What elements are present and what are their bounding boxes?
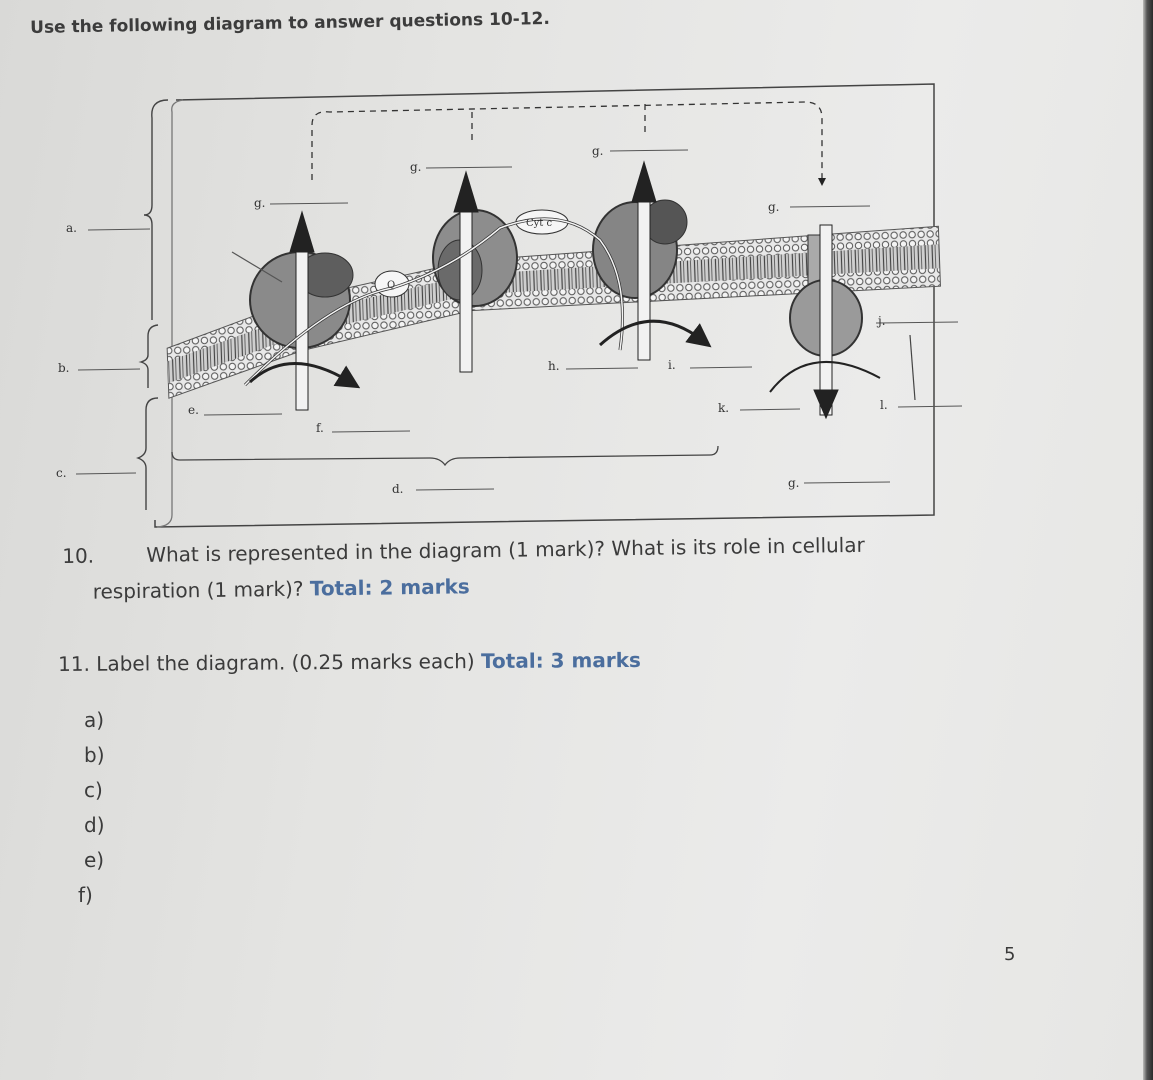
label-e: e. <box>188 403 199 417</box>
label-d: d. <box>392 482 404 496</box>
answer-item-f: f) <box>78 883 93 907</box>
brace-c <box>138 398 158 510</box>
answer-item-e: e) <box>84 848 105 872</box>
question-11 <box>58 648 641 676</box>
label-c: c. <box>56 466 67 480</box>
label-g-5: g. <box>788 476 800 490</box>
page-number: 5 <box>1004 944 1016 965</box>
question-10-number: 10. <box>62 543 95 568</box>
label-g-4: g. <box>768 200 780 214</box>
answer-item-b: b) <box>84 743 105 767</box>
label-h: h. <box>548 359 560 373</box>
question-10-total: Total: 2 marks <box>309 574 470 601</box>
left-bracket <box>157 100 183 527</box>
answer-item-a: a) <box>84 708 105 732</box>
answer-item-d: d) <box>84 813 105 837</box>
label-l: l. <box>880 398 888 412</box>
question-11-total: Total: 3 marks <box>480 647 641 674</box>
dashed-proton-arrows <box>312 102 822 182</box>
label-g-3: g. <box>592 144 604 158</box>
label-a: a. <box>66 221 77 235</box>
question-10-line1: What is represented in the diagram (1 mark)? What is its role in cellular <box>146 532 865 567</box>
complex-iii <box>433 210 517 306</box>
label-g-1: g. <box>254 196 266 210</box>
label-g-2: g. <box>410 160 422 174</box>
label-j: j. <box>878 314 886 328</box>
answer-item-c: c) <box>84 778 103 802</box>
cyt-c-label: Cyt c <box>526 218 553 229</box>
label-k: k. <box>718 401 730 415</box>
question-10-line2: respiration (1 mark)? <box>92 576 304 604</box>
question-11-text: 11. Label the diagram. (0.25 marks each) <box>58 649 475 676</box>
brace-a <box>144 100 168 320</box>
matrix-brace <box>172 446 718 465</box>
label-b: b. <box>58 361 70 375</box>
label-f: f. <box>316 421 324 435</box>
oxygen-reaction-arrow <box>600 321 702 345</box>
question-10 <box>62 527 866 610</box>
instruction-heading: Use the following diagram to answer questions 10-12. <box>30 8 551 38</box>
brace-b <box>141 325 158 388</box>
label-i: i. <box>668 358 676 372</box>
q-label: Q <box>387 280 396 291</box>
